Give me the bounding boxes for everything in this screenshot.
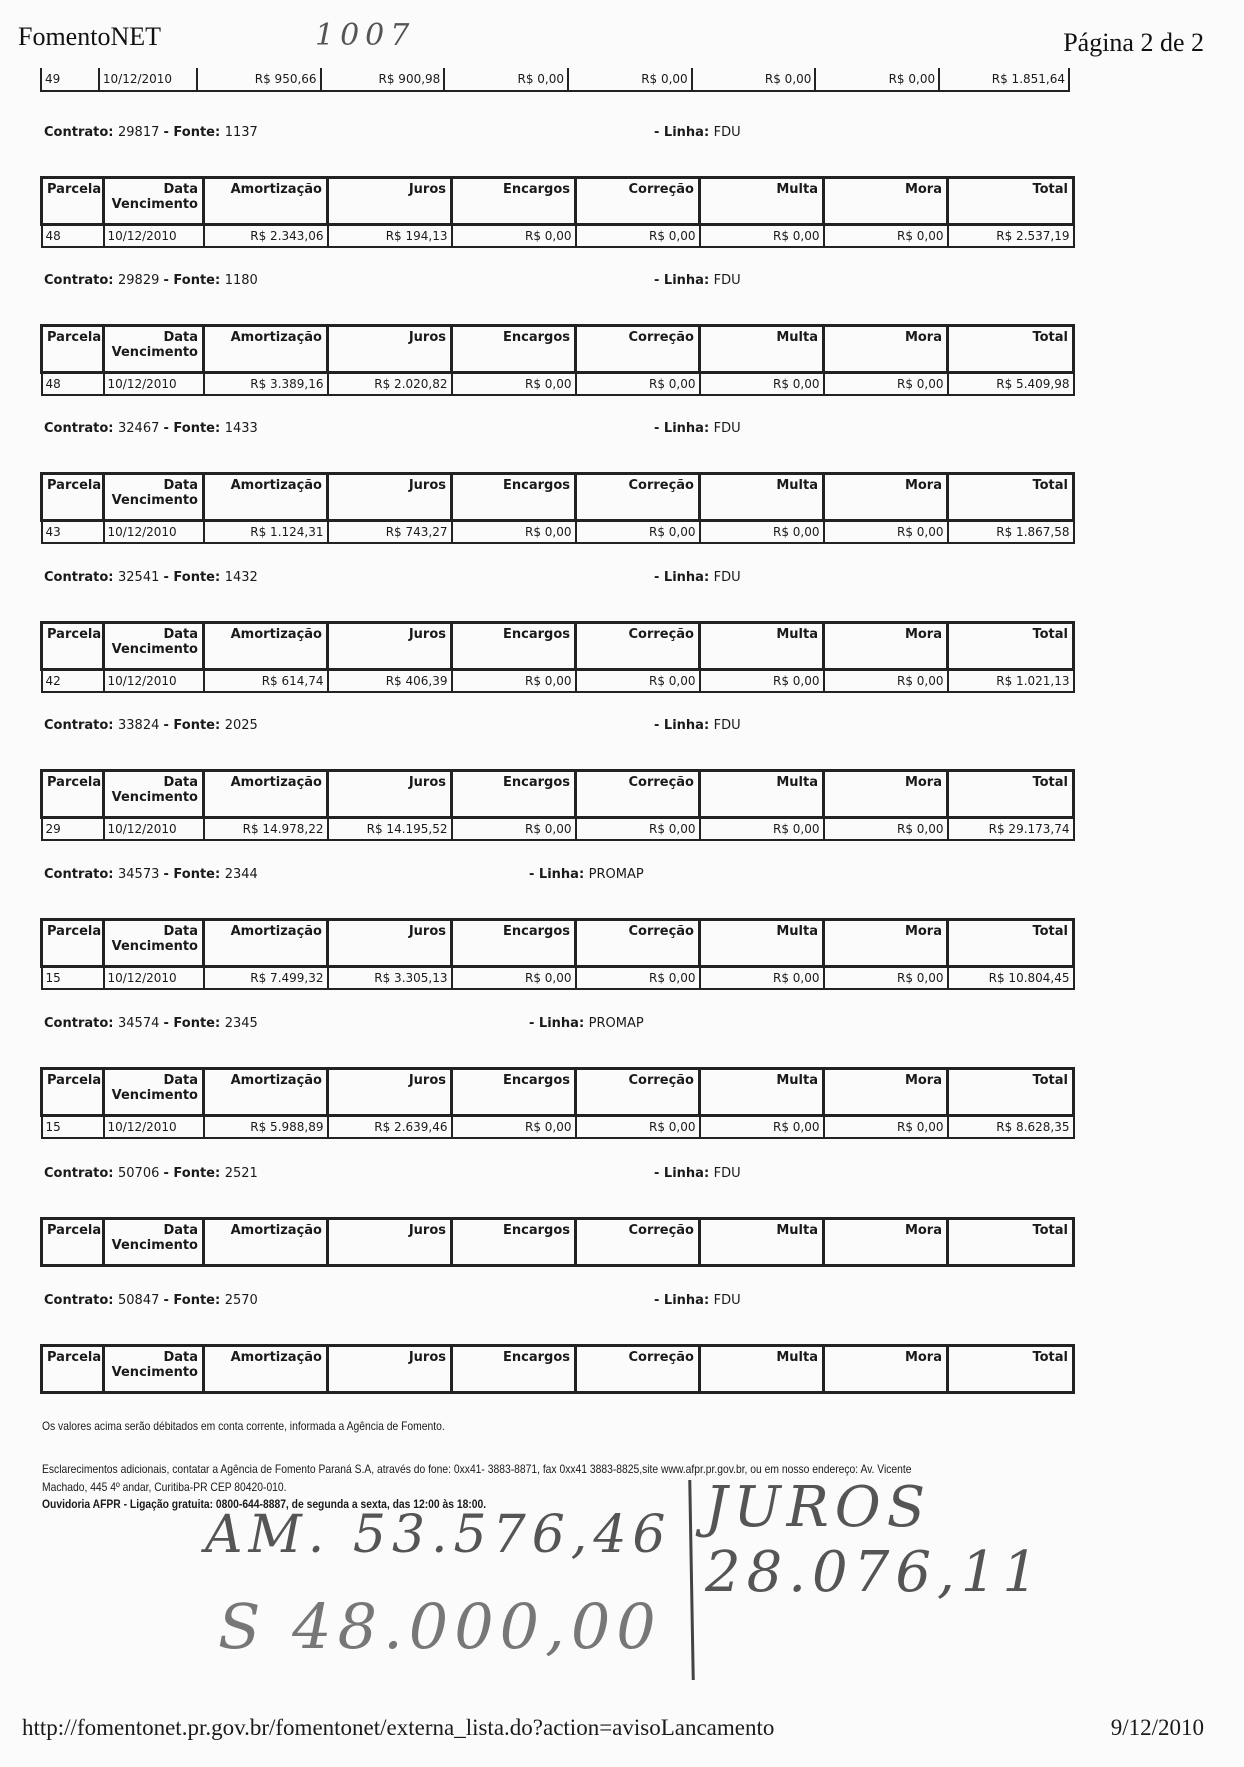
table-row — [41, 68, 1069, 91]
column-header: Parcela — [42, 771, 104, 818]
column-header: Encargos — [452, 326, 576, 373]
contrato-number: 50847 — [118, 1293, 164, 1308]
table-cell: R$ 14.195,52 — [328, 818, 452, 841]
column-header: Amortização — [204, 1346, 328, 1393]
column-header: Mora — [824, 771, 948, 818]
column-header: Mora — [824, 1346, 948, 1393]
table-cell: R$ 0,00 — [824, 967, 948, 990]
table-cell: R$ 1.124,31 — [204, 521, 328, 544]
column-header: Parcela — [42, 1069, 104, 1116]
column-header: Data Vencimento — [104, 1069, 204, 1116]
column-header: Encargos — [452, 1069, 576, 1116]
linha-label: - Linha: — [654, 125, 714, 140]
contrato-number: 50706 — [118, 1166, 164, 1181]
linha-value: FDU — [713, 570, 741, 585]
column-header: Mora — [824, 623, 948, 670]
linha-group — [529, 1016, 644, 1031]
table-header-row — [42, 326, 1074, 373]
column-header: Parcela — [42, 326, 104, 373]
handwritten-am: AM. 53.576,46 — [205, 1505, 672, 1565]
installment-table — [40, 918, 1075, 990]
fonte-number: 1433 — [224, 421, 258, 436]
column-header: Juros — [328, 1069, 452, 1116]
column-header: Data Vencimento — [104, 1346, 204, 1393]
table-cell: R$ 0,00 — [700, 1116, 824, 1139]
table-cell: 48 — [42, 225, 104, 248]
column-header: Multa — [700, 1346, 824, 1393]
linha-value: FDU — [713, 718, 741, 733]
table-cell: R$ 0,00 — [700, 967, 824, 990]
carryover-row-table — [40, 68, 1070, 92]
linha-group — [654, 1293, 741, 1308]
page-number: Página 2 de 2 — [1063, 28, 1204, 57]
table-header-row — [42, 1219, 1074, 1266]
linha-label: - Linha: — [654, 718, 714, 733]
column-header: Mora — [824, 1069, 948, 1116]
linha-group — [654, 421, 741, 436]
column-header: Amortização — [204, 326, 328, 373]
fonte-label: - Fonte: — [163, 1016, 225, 1031]
table-cell: R$ 2.537,19 — [948, 225, 1074, 248]
linha-value: FDU — [713, 1293, 741, 1308]
linha-label: - Linha: — [654, 1166, 714, 1181]
fonte-label: - Fonte: — [163, 125, 225, 140]
table-cell: R$ 0,00 — [452, 521, 576, 544]
contrato-number: 34574 — [118, 1016, 164, 1031]
table-cell: R$ 14.978,22 — [204, 818, 328, 841]
table-header-row — [42, 1069, 1074, 1116]
table-cell: 49 — [41, 68, 99, 91]
column-header: Total — [948, 474, 1074, 521]
column-header: Correção — [576, 178, 700, 225]
linha-value: FDU — [713, 1166, 741, 1181]
fonte-label: - Fonte: — [163, 718, 225, 733]
column-header: Data Vencimento — [104, 326, 204, 373]
column-header: Mora — [824, 474, 948, 521]
linha-label: - Linha: — [529, 1016, 589, 1031]
table-cell: R$ 0,00 — [444, 68, 568, 91]
column-header: Multa — [700, 474, 824, 521]
table-cell: R$ 0,00 — [824, 373, 948, 396]
column-header: Multa — [700, 1219, 824, 1266]
contrato-number: 29817 — [118, 125, 164, 140]
table-cell: R$ 1.867,58 — [948, 521, 1074, 544]
installment-table — [40, 1067, 1075, 1139]
table-cell: R$ 0,00 — [452, 967, 576, 990]
column-header: Parcela — [42, 1346, 104, 1393]
column-header: Encargos — [452, 474, 576, 521]
table-cell: R$ 0,00 — [824, 1116, 948, 1139]
contract-header — [44, 1293, 1074, 1308]
table-header-row — [42, 623, 1074, 670]
table-cell: R$ 743,27 — [328, 521, 452, 544]
contrato-label: Contrato: — [44, 718, 118, 733]
column-header: Correção — [576, 474, 700, 521]
column-header: Data Vencimento — [104, 771, 204, 818]
contract-header — [44, 1016, 1074, 1031]
column-header: Juros — [328, 1346, 452, 1393]
column-header: Encargos — [452, 1346, 576, 1393]
table-cell: R$ 7.499,32 — [204, 967, 328, 990]
fonte-label: - Fonte: — [163, 421, 225, 436]
linha-label: - Linha: — [654, 570, 714, 585]
fonte-number: 2025 — [224, 718, 258, 733]
contact-line-1: Esclarecimentos adicionais, contatar a Agência de Fomento Paraná S.A, através do fone: 0xx41- 3883-8871, fax 0xx41 3883-8825,site www.afpr.pr.gov.br, ou em nosso endereço: Av. Vicente — [42, 1462, 912, 1476]
fonte-number: 2345 — [224, 1016, 258, 1031]
linha-label: - Linha: — [654, 273, 714, 288]
column-header: Juros — [328, 623, 452, 670]
column-header: Multa — [700, 1069, 824, 1116]
contract-header — [44, 718, 1074, 733]
column-header: Total — [948, 178, 1074, 225]
table-row — [42, 521, 1074, 544]
column-header: Encargos — [452, 920, 576, 967]
column-header: Juros — [328, 474, 452, 521]
fonte-label: - Fonte: — [163, 570, 225, 585]
column-header: Encargos — [452, 178, 576, 225]
table-cell: R$ 0,00 — [824, 818, 948, 841]
linha-label: - Linha: — [654, 421, 714, 436]
table-cell: 10/12/2010 — [104, 967, 204, 990]
column-header: Amortização — [204, 771, 328, 818]
table-cell: R$ 0,00 — [824, 225, 948, 248]
footer-url: http://fomentonet.pr.gov.br/fomentonet/externa_lista.do?action=avisoLancamento — [22, 1715, 775, 1740]
table-cell: 48 — [42, 373, 104, 396]
column-header: Correção — [576, 1069, 700, 1116]
table-cell: 10/12/2010 — [104, 1116, 204, 1139]
column-header: Correção — [576, 1219, 700, 1266]
linha-value: FDU — [713, 273, 741, 288]
column-header: Encargos — [452, 623, 576, 670]
table-cell: R$ 5.988,89 — [204, 1116, 328, 1139]
column-header: Multa — [700, 326, 824, 373]
table-cell: R$ 406,39 — [328, 670, 452, 693]
table-cell: R$ 0,00 — [700, 225, 824, 248]
linha-label: - Linha: — [529, 867, 589, 882]
contrato-label: Contrato: — [44, 867, 118, 882]
table-cell: 29 — [42, 818, 104, 841]
table-cell: 43 — [42, 521, 104, 544]
column-header: Encargos — [452, 1219, 576, 1266]
table-cell: R$ 1.021,13 — [948, 670, 1074, 693]
column-header: Juros — [328, 920, 452, 967]
table-cell: R$ 0,00 — [576, 521, 700, 544]
fonte-label: - Fonte: — [163, 1166, 225, 1181]
table-cell: 15 — [42, 1116, 104, 1139]
table-header-row — [42, 474, 1074, 521]
fonte-number: 1137 — [224, 125, 258, 140]
column-header: Amortização — [204, 1069, 328, 1116]
column-header: Multa — [700, 771, 824, 818]
column-header: Amortização — [204, 623, 328, 670]
column-header: Correção — [576, 326, 700, 373]
table-cell: R$ 0,00 — [700, 670, 824, 693]
column-header: Correção — [576, 920, 700, 967]
table-cell: R$ 0,00 — [576, 670, 700, 693]
column-header: Total — [948, 1346, 1074, 1393]
table-cell: 10/12/2010 — [104, 670, 204, 693]
column-header: Correção — [576, 1346, 700, 1393]
brand-title: FomentoNET — [18, 22, 161, 51]
contrato-label: Contrato: — [44, 1016, 118, 1031]
table-cell: R$ 614,74 — [204, 670, 328, 693]
column-header: Data Vencimento — [104, 178, 204, 225]
fonte-number: 2344 — [224, 867, 258, 882]
installment-table — [40, 621, 1075, 693]
linha-group — [654, 273, 741, 288]
table-row — [42, 670, 1074, 693]
table-cell: R$ 0,00 — [824, 670, 948, 693]
table-cell: 10/12/2010 — [104, 521, 204, 544]
column-header: Parcela — [42, 178, 104, 225]
column-header: Parcela — [42, 1219, 104, 1266]
contract-header — [44, 867, 1074, 882]
table-cell: R$ 2.343,06 — [204, 225, 328, 248]
table-cell: R$ 0,00 — [452, 670, 576, 693]
column-header: Total — [948, 326, 1074, 373]
table-cell: R$ 0,00 — [452, 1116, 576, 1139]
column-header: Correção — [576, 623, 700, 670]
fonte-label: - Fonte: — [163, 1293, 225, 1308]
contrato-label: Contrato: — [44, 421, 118, 436]
table-cell: R$ 0,00 — [824, 521, 948, 544]
table-row — [42, 373, 1074, 396]
fonte-number: 2570 — [224, 1293, 258, 1308]
table-cell: R$ 3.389,16 — [204, 373, 328, 396]
column-header: Multa — [700, 920, 824, 967]
table-cell: R$ 0,00 — [576, 373, 700, 396]
contract-header — [44, 273, 1074, 288]
table-cell: R$ 0,00 — [576, 225, 700, 248]
table-cell: R$ 0,00 — [576, 818, 700, 841]
column-header: Data Vencimento — [104, 1219, 204, 1266]
table-cell: R$ 0,00 — [700, 521, 824, 544]
table-cell: R$ 0,00 — [700, 373, 824, 396]
ouvidoria-line: Ouvidoria AFPR - Ligação gratuita: 0800-644-8887, de segunda a sexta, das 12:00 às 18:00. — [42, 1497, 487, 1511]
column-header: Amortização — [204, 178, 328, 225]
column-header: Total — [948, 920, 1074, 967]
table-cell: R$ 29.173,74 — [948, 818, 1074, 841]
footer-date: 9/12/2010 — [1110, 1715, 1204, 1740]
contrato-label: Contrato: — [44, 273, 118, 288]
column-header: Amortização — [204, 1219, 328, 1266]
contrato-number: 34573 — [118, 867, 164, 882]
table-cell: R$ 0,00 — [568, 68, 692, 91]
table-cell: R$ 8.628,35 — [948, 1116, 1074, 1139]
linha-label: - Linha: — [654, 1293, 714, 1308]
column-header: Data Vencimento — [104, 474, 204, 521]
table-cell: 42 — [42, 670, 104, 693]
table-header-row — [42, 920, 1074, 967]
table-cell: R$ 5.409,98 — [948, 373, 1074, 396]
column-header: Juros — [328, 1219, 452, 1266]
table-row — [42, 818, 1074, 841]
linha-value: PROMAP — [588, 1016, 644, 1031]
linha-value: FDU — [713, 421, 741, 436]
contract-header — [44, 570, 1074, 585]
table-header-row — [42, 1346, 1074, 1393]
column-header: Parcela — [42, 920, 104, 967]
column-header: Mora — [824, 920, 948, 967]
linha-value: PROMAP — [588, 867, 644, 882]
column-header: Multa — [700, 623, 824, 670]
table-row — [42, 225, 1074, 248]
fonte-label: - Fonte: — [163, 867, 225, 882]
installment-table — [40, 1344, 1075, 1394]
linha-group — [654, 718, 741, 733]
table-row — [42, 967, 1074, 990]
table-cell: R$ 900,98 — [321, 68, 445, 91]
contrato-number: 29829 — [118, 273, 164, 288]
table-header-row — [42, 771, 1074, 818]
table-cell: 15 — [42, 967, 104, 990]
column-header: Total — [948, 1069, 1074, 1116]
table-cell: R$ 2.020,82 — [328, 373, 452, 396]
column-header: Amortização — [204, 474, 328, 521]
handwritten-s: S 48.000,00 — [218, 1590, 662, 1663]
linha-group — [654, 570, 741, 585]
table-cell: R$ 0,00 — [576, 967, 700, 990]
table-cell: R$ 0,00 — [452, 373, 576, 396]
column-header: Data Vencimento — [104, 623, 204, 670]
installment-table — [40, 769, 1075, 841]
installment-table — [40, 176, 1075, 248]
linha-group — [654, 125, 741, 140]
contract-header — [44, 1166, 1074, 1181]
column-header: Encargos — [452, 771, 576, 818]
handwritten-divider — [688, 1480, 694, 1680]
installment-table — [40, 1217, 1075, 1267]
column-header: Multa — [700, 178, 824, 225]
fonte-number: 1432 — [224, 570, 258, 585]
table-cell: R$ 0,00 — [452, 225, 576, 248]
column-header: Juros — [328, 326, 452, 373]
handwritten-juros: JUROS 28.076,11 — [705, 1475, 1045, 1605]
debit-note: Os valores acima serão débitados em conta corrente, informada a Agência de Fomento. — [42, 1419, 445, 1433]
table-cell: R$ 10.804,45 — [948, 967, 1074, 990]
contract-header — [44, 421, 1074, 436]
table-cell: R$ 3.305,13 — [328, 967, 452, 990]
contrato-label: Contrato: — [44, 1293, 118, 1308]
contrato-label: Contrato: — [44, 570, 118, 585]
table-cell: 10/12/2010 — [104, 818, 204, 841]
installment-table — [40, 472, 1075, 544]
column-header: Data Vencimento — [104, 920, 204, 967]
fonte-number: 1180 — [224, 273, 258, 288]
fonte-label: - Fonte: — [163, 273, 225, 288]
table-cell: R$ 0,00 — [452, 818, 576, 841]
column-header: Mora — [824, 178, 948, 225]
column-header: Parcela — [42, 623, 104, 670]
linha-group — [654, 1166, 741, 1181]
contrato-label: Contrato: — [44, 1166, 118, 1181]
handwritten-note-top: 1007 — [315, 18, 416, 53]
table-cell: R$ 950,66 — [197, 68, 321, 91]
contrato-label: Contrato: — [44, 125, 118, 140]
table-cell: R$ 1.851,64 — [939, 68, 1069, 91]
table-cell: R$ 2.639,46 — [328, 1116, 452, 1139]
column-header: Parcela — [42, 474, 104, 521]
linha-value: FDU — [713, 125, 741, 140]
column-header: Total — [948, 1219, 1074, 1266]
column-header: Total — [948, 623, 1074, 670]
column-header: Total — [948, 771, 1074, 818]
column-header: Correção — [576, 771, 700, 818]
linha-group — [529, 867, 644, 882]
table-cell: R$ 0,00 — [576, 1116, 700, 1139]
table-row — [42, 1116, 1074, 1139]
column-header: Juros — [328, 178, 452, 225]
column-header: Juros — [328, 771, 452, 818]
installment-table — [40, 324, 1075, 396]
table-cell: R$ 194,13 — [328, 225, 452, 248]
table-cell: 10/12/2010 — [99, 68, 197, 91]
fonte-number: 2521 — [224, 1166, 258, 1181]
contract-header — [44, 125, 1074, 140]
contrato-number: 32467 — [118, 421, 164, 436]
table-cell: 10/12/2010 — [104, 225, 204, 248]
table-cell: R$ 0,00 — [692, 68, 816, 91]
contrato-number: 32541 — [118, 570, 164, 585]
contact-line-2: Machado, 445 4º andar, Curitiba-PR CEP 80420-010. — [42, 1480, 287, 1494]
table-cell: R$ 0,00 — [700, 818, 824, 841]
table-cell: R$ 0,00 — [815, 68, 939, 91]
column-header: Amortização — [204, 920, 328, 967]
table-cell: 10/12/2010 — [104, 373, 204, 396]
table-header-row — [42, 178, 1074, 225]
column-header: Mora — [824, 326, 948, 373]
column-header: Mora — [824, 1219, 948, 1266]
contrato-number: 33824 — [118, 718, 164, 733]
